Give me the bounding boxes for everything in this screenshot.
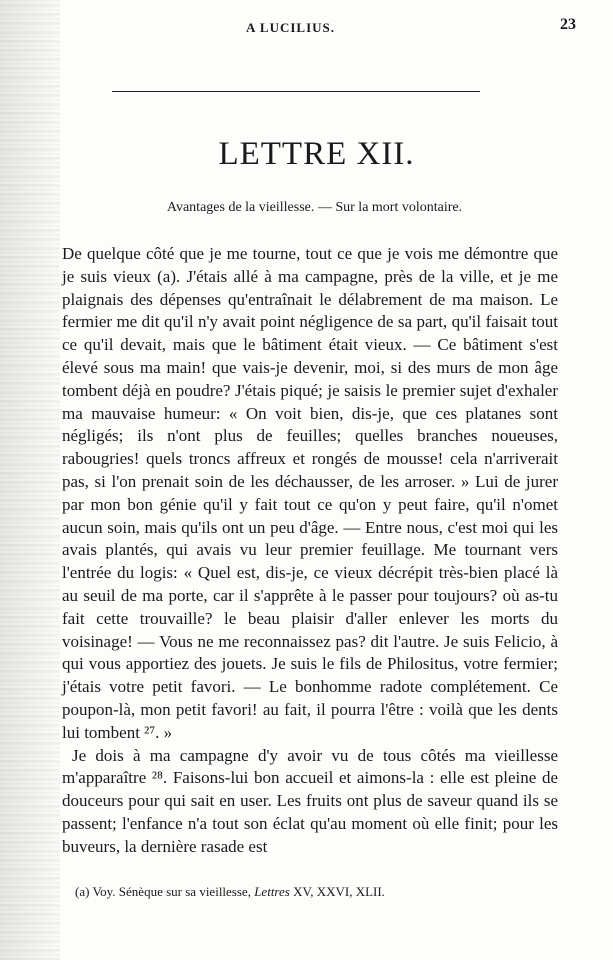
letter-title: LETTRE XII. xyxy=(218,136,415,172)
footnote-ref-title: Lettres xyxy=(254,884,290,899)
running-head xyxy=(0,12,613,36)
paragraph: Je dois à ma campagne d'y avoir vu de tous côtés ma vieillesse m'apparaître ²⁸. Faisons-lui bon accueil et aimons-la : elle est pleine de douceurs pour qui sait en user. Les fruits ont plus de saveur quand ils se passent; l'enfance n'a tout son éclat qu'au moment où elle finit; pour les buveurs, la dernière rasade est xyxy=(62,745,558,856)
footnote xyxy=(75,884,555,900)
running-title: A LUCILIUS. xyxy=(246,20,336,35)
footnote-prefix: (a) Voy. Sénèque sur sa vieillesse, xyxy=(75,884,251,899)
letter-body xyxy=(62,243,558,859)
header-rule xyxy=(112,91,480,92)
page-number: 23 xyxy=(560,16,576,33)
paragraph: De quelque côté que je me tourne, tout ce que je vois me démontre que je suis vieux (a). J'étais allé à ma campagne, près de la ville, et je me plaignais des dépenses qu'entraînait le délabrement de ma maison. Le fermier me dit qu'il n'y avait point négligence de sa part, qu'il faisait tout ce qu'il devait, mais que le bâtiment était vieux. — Ce bâtiment s'est élevé sous ma main! que vais-je devenir, moi, si des murs de mon âge tombent déjà en poudre? J'étais piqué; je saisis le premier sujet d'exhaler ma mauvaise humeur: « On voit bien, dis-je, que ces platanes sont négligés; ils n'ont plus de feuilles; quelles branches noueuses, rabougries! quels troncs affreux et rongés de mousse! cela n'arriverait pas, si l'on prenait soin de les déchausser, de les arroser. » Lui de jurer par mon bon génie qu'il y fait tout ce qu'on y peut faire, qu'il n'omet aucun soin, mais qu'ils ont un peu d'âge. — Entre nous, c'est moi qui les avais plantés, qui avais vu leur premier feuillage. Me tournant vers l'entrée du logis: « Quel est, dis-je, ce vieux décrépit très-bien placé là au seuil de ma porte, car il s'apprête à le passer pour toujours? où as-tu fait cette trouvaille? le beau plaisir d'aller enlever les morts du voisinage! — Vous ne me reconnaissez pas? dit l'autre. Je suis Felicio, à qui vous apportiez des jouets. Je suis le fils de Philositus, votre fermier; j'étais votre petit favori. — Le bonhomme radote complétement. Ce poupon-là, mon petit favori! au fait, il pourra l'être : voilà que les dents lui tombent ²⁷. » xyxy=(62,244,558,742)
footnote-ref-numbers: XV, XXVI, XLII. xyxy=(293,884,385,899)
letter-summary: Avantages de la vieillesse. — Sur la mort volontaire. xyxy=(166,200,463,215)
